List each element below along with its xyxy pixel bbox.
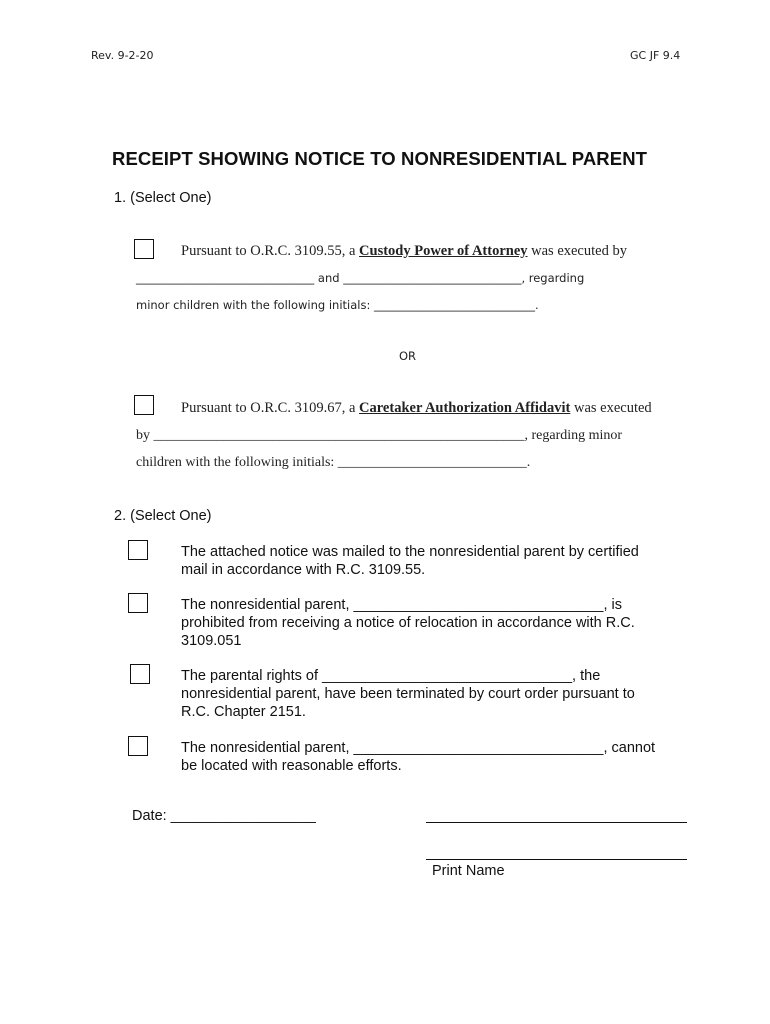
option-a-line2: _______________________________ and _______________________________, regarding: [136, 271, 585, 285]
option-prohibited-notice: The nonresidential parent, _______________________________, is prohibited from receiving a notice of relocation in accordance with R.C. 3109.051: [181, 597, 635, 649]
prohibited-notice-checkbox[interactable]: [128, 593, 148, 613]
or-label: OR: [399, 349, 417, 363]
signature-line[interactable]: [426, 822, 687, 823]
form-code-label: GC JF 9.4: [630, 49, 681, 62]
option-notice-mailed: The attached notice was mailed to the nonresidential parent by certified mail in accordance with R.C. 3109.55.: [181, 544, 639, 578]
date-field[interactable]: Date: __________________: [132, 808, 316, 824]
section2-heading: 2. (Select One): [114, 508, 212, 524]
option-b-line3: children with the following initials: ___________________________.: [136, 455, 531, 470]
print-name-label: Print Name: [432, 863, 505, 879]
option-b-line1: Pursuant to O.R.C. 3109.67, a Caretaker Authorization Affidavit was executed: [181, 400, 652, 416]
custody-poa-term: Custody Power of Attorney: [359, 243, 528, 259]
section1-heading: 1. (Select One): [114, 190, 212, 206]
option-a-line3: minor children with the following initials: ____________________________.: [136, 298, 539, 312]
option-rights-terminated: The parental rights of _______________________________, the nonresidential parent, have been terminated by court order pursuant to R.C. Chapter 2151.: [181, 668, 635, 720]
caretaker-affidavit-term: Caretaker Authorization Affidavit: [359, 400, 571, 416]
page-title: RECEIPT SHOWING NOTICE TO NONRESIDENTIAL PARENT: [112, 148, 648, 169]
option-cannot-locate: The nonresidential parent, _______________________________, cannot be located with reasonable efforts.: [181, 740, 656, 774]
cannot-locate-checkbox[interactable]: [128, 736, 148, 756]
option-a-line1: Pursuant to O.R.C. 3109.55, a Custody Power of Attorney was executed by: [181, 243, 627, 259]
rights-terminated-checkbox[interactable]: [130, 664, 150, 684]
caretaker-affidavit-checkbox[interactable]: [134, 395, 154, 415]
revision-label: Rev. 9-2-20: [91, 49, 154, 62]
notice-mailed-checkbox[interactable]: [128, 540, 148, 560]
print-name-line[interactable]: [426, 859, 687, 860]
custody-poa-checkbox[interactable]: [134, 239, 154, 259]
option-b-line2: by _____________________________________________________, regarding minor: [136, 428, 623, 443]
